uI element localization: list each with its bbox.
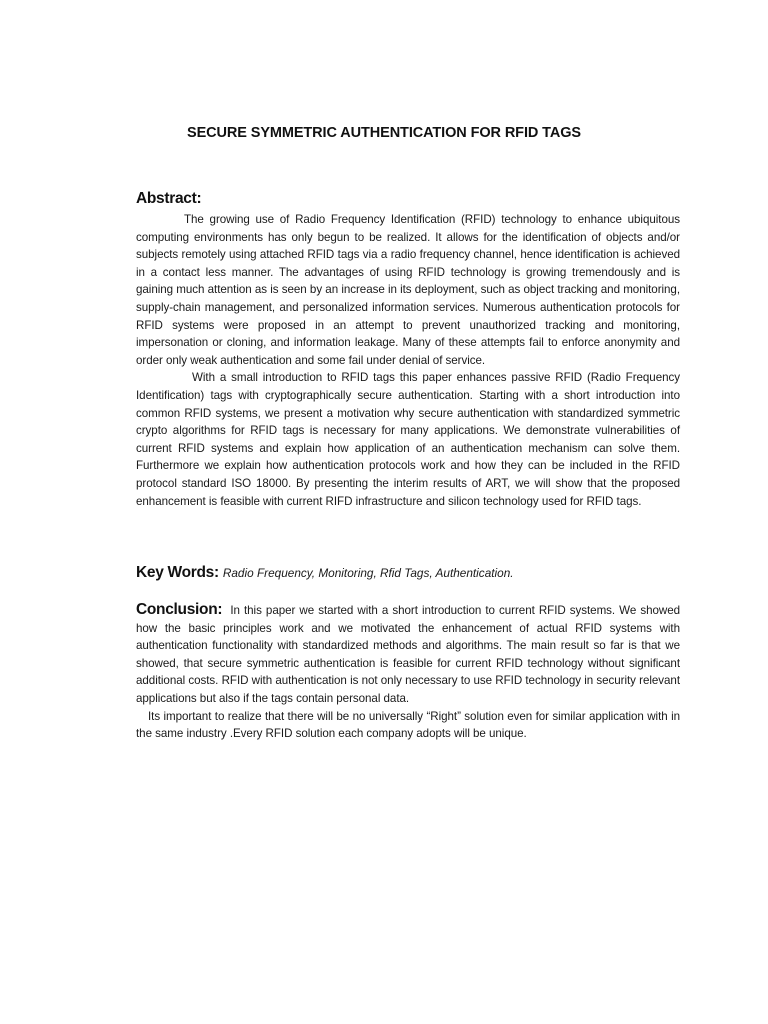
- conclusion-section: [136, 601, 680, 743]
- abstract-paragraph-2: With a small introduction to RFID tags this paper enhances passive RFID (Radio Frequency Identification) tags with cryptographically secure authentication. Starting with a short introduction into common RFID systems, we present a motivation why secure authentication with standardized symmetric crypto algorithms for RFID tags is necessary for many applications. We demonstrate vulnerabilities of current RFID systems and explain how application of an authentication mechanism can solve them. Furthermore we explain how authentication protocols work and how they can be included in the RFID protocol standard ISO 18000. By presenting the interim results of ART, we will show that the proposed enhancement is feasible with current RIFD infrastructure and silicon technology used for RFID tags.: [136, 371, 680, 508]
- abstract-heading: Abstract:: [136, 190, 202, 207]
- abstract-paragraph-1: The growing use of Radio Frequency Identification (RFID) technology to enhance ubiquitous computing environments has only begun to be realized. It allows for the identification of objects and/or subjects remotely using attached RFID tags via a radio frequency channel, hence identification is achieved in a contact less manner. The advantages of using RFID technology is growing tremendously and is gaining much attention as is seen by an increase in its deployment, such as object tracking and monitoring, supply-chain management, and personalized information services. Numerous authentication protocols for RFID systems were proposed in an attempt to prevent unauthorized tracking and monitoring, impersonation or cloning, and information leakage. Many of these attempts fail to enforce anonymity and order only weak authentication and some fail under denial of service.: [136, 213, 680, 367]
- conclusion-paragraph-1: In this paper we started with a short introduction to current RFID systems. We showed how the basic principles work and we motivated the enhancement of actual RFID systems with authentication functionality with standardized methods and algorithms. The main result so far is that we showed, that secure symmetric authentication is feasible for current RFID technology without significant additional costs. RFID with authentication is not only necessary to use RFID technology in security relevant applications but also if the tags contain personal data.: [136, 604, 681, 705]
- keywords-heading: Key Words:: [136, 564, 219, 581]
- keywords-text: Radio Frequency, Monitoring, Rfid Tags, Authentication.: [222, 566, 514, 580]
- document-title: SECURE SYMMETRIC AUTHENTICATION FOR RFID TAGS: [187, 125, 581, 141]
- abstract-section: [136, 188, 680, 510]
- conclusion-paragraph-2: Its important to realize that there will be no universally “Right” solution even for similar application with in the same industry .Every RFID solution each company adopts will be unique.: [136, 709, 680, 741]
- conclusion-heading: Conclusion:: [136, 601, 223, 618]
- keywords-section: [136, 562, 680, 584]
